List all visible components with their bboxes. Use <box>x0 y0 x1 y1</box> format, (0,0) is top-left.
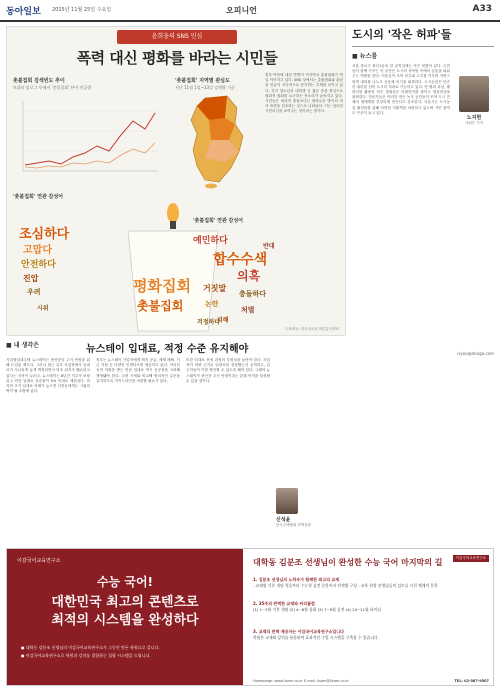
sentiment-cloud-right <box>193 217 263 224</box>
chart-title: 촛불집회 검색빈도 추이 <box>13 78 65 84</box>
ad-section-2 <box>253 601 489 613</box>
column-label: ■ 내 생각은 <box>6 342 40 349</box>
opinion-title[interactable]: 도시의 '작은 허파'들 <box>352 26 494 47</box>
ad-section-3 <box>253 629 489 641</box>
sentiment-cloud-left <box>13 193 113 200</box>
ad-footer <box>253 679 489 683</box>
cloud-word: 처벌 <box>241 306 255 314</box>
cloud-word: 반대 <box>263 243 275 250</box>
opinion-body: 서울 종로구 창신1동의 한 골목길에는 작은 텃밭이 있다. 주민들이 함께 가꾸는 이 공간은 도시의 삭막함 속에서 숨통을 틔워주는 역할을 한다. 이웃들이 모여 상추와 고추를 키우며 자연스럽게 대화를 나누고 공동체 의식을 회복한다. 도시농업은 단순한 취미를 넘어 도시의 허파로 기능하고 있다. 빈 땅과 옥상, 베란다를 활용한 작은 정원들은 미세먼지를 줄이고 열섬현상을 완화한다. 전문가들은 이러한 작은 녹지 공간들이 모여 도시 전체의 생태계를 건강하게 만든다고 강조한다. 서울시는 도시농업 활성화를 위해 다양한 지원책을 마련하고 있으며 시민 참여도 꾸준히 늘고 있다. <box>352 64 450 115</box>
ad-badge: 이감국어교육연구소 <box>453 555 489 562</box>
advertisement[interactable] <box>6 548 494 686</box>
chart-subtitle: 트위터·블로그 등에서 '촛불집회' 단어 언급량 <box>13 85 92 90</box>
sns-feature <box>6 26 346 336</box>
author-box <box>454 76 494 134</box>
candle-flame <box>167 203 179 223</box>
feature-kicker: 윤희웅의 SNS 민심 <box>117 30 237 44</box>
author-photo <box>459 76 489 112</box>
column-body-3: 또한 임대료 산정 과정의 투명성을 높여야 한다. 사업자가 어떤 근거로 임대료를 결정했는지 공개하고, 입주자들이 이를 확인할 수 있도록 해야 한다. 그래야 뉴스테이가 중산층 주거 안정이라는 본래 목적을 달성할 수 있을 것이다. <box>186 358 270 383</box>
regional-interest-map <box>175 77 265 197</box>
ad-phone[interactable]: TEL: 02-567-9507 <box>454 679 489 683</box>
ad-bullet: ● 이감국어교육연구소로 학원과 강의를 결합하는 집합 시스템을 드립니다. <box>21 653 151 658</box>
ad-section-1 <box>253 577 489 589</box>
cloud-word: 피해 <box>217 317 229 324</box>
line-chart <box>13 91 163 181</box>
ad-tagline: 대학동 김분조 선생님이 완성한 수능 국어 마지막의 길 <box>253 557 443 567</box>
cloud-word: 충돌하다 <box>239 290 267 298</box>
writer-photo <box>276 488 298 514</box>
ad-detail-panel <box>247 549 493 685</box>
korea-map <box>175 90 265 190</box>
cloud-word: 합수수색 <box>213 252 268 268</box>
ad-section-body: 학원은 교재와 강의를 통합하여 효과적인 수업 시스템을 구축할 수 있습니다. <box>253 635 379 640</box>
ad-headline-1: 수능 국어! <box>96 575 154 589</box>
column-body-1: 기업형임대주택 뉴스테이는 중산층의 주거 안정을 위해 도입된 제도다. 그러나 최근 일부 사업장에서 임대료가 지나치게 높게 책정되면서 당초 취지가 훼손되고 있다는 지적이 나온다. 뉴스테이는 8년간 거주가 보장되고 연간 임대료 상승률이 5% 이내로 제한된다. 하지만 초기 임대료 자체가 높으면 서민들에게는 그림의 떡이 될 수밖에 없다. <box>6 358 90 394</box>
newspaper-logo[interactable]: 동아일보 <box>6 7 41 17</box>
cloud-title: '촛불집회' 연관 감성어 <box>13 194 64 200</box>
opinion-byline: ■ 뉴스룸 <box>352 53 378 60</box>
map-island <box>205 184 217 189</box>
ad-section-title: 1. 김분조 선생님의 노하우가 함께한 최고의 교재 <box>253 577 340 582</box>
column-writer <box>276 488 346 528</box>
cloud-word: 진압 <box>23 274 39 283</box>
cloud-title: '촛불집회' 연관 감성어 <box>193 218 244 224</box>
cloud-word: 예민하다 <box>193 236 228 246</box>
ad-section-title: 3. 교재의 완벽 제공자는 이감국어교육연구소입니다 <box>253 629 345 634</box>
cloud-word: 고맙다 <box>23 245 52 256</box>
search-frequency-chart <box>13 77 163 187</box>
trend-line-secondary <box>25 143 155 168</box>
author-title: 사회부 기자 <box>464 121 484 125</box>
cloud-word: 조심하다 <box>19 227 70 242</box>
column-body-2: 정부는 뉴스테이 사업자에게 택지 공급, 세제 혜택, 기금 지원 등 다양한 인센티브를 제공하고 있다. 이러한 공적 지원을 받는 만큼 임대료 역시 공공성을 고려해 책정돼야 한다. 주변 시세와 비교해 합리적인 수준을 유지하도록 가이드라인을 마련할 필요가 있다. <box>96 358 180 383</box>
candle-wick <box>170 221 176 229</box>
issue-date: 2015년 11월 25일 수요일 <box>52 7 112 13</box>
map-title: '촛불집회' 지역별 관심도 <box>175 78 230 84</box>
ad-section-body: - 교재별 기본 개념 학습부터 수능형 실전 문항까지 단계별 구성 - 교육 현장 선생님들의 검토를 거친 체계적 문항 <box>253 583 438 588</box>
column-headline[interactable]: 뉴스테이 입대료, 적정 수준 유지해야 <box>86 344 249 355</box>
ad-brand: 이감국어교육연구소 <box>17 558 61 564</box>
cloud-word: 의혹 <box>237 269 261 283</box>
page-number: A33 <box>472 4 492 14</box>
cloud-word: 시위 <box>37 305 49 312</box>
cloud-word: 논란 <box>205 300 219 308</box>
ad-homepage[interactable]: Homepage: www.ilsam.co.kr E-mail: ilsam@ilsam.co.kr <box>253 679 349 683</box>
reader-column <box>6 340 346 545</box>
feature-headline[interactable]: 폭력 대신 평화를 바라는 시민들 <box>76 49 278 67</box>
ad-bullet: ● 대학동 강분조 선생님의 이감국어교육연구소가 그동안 만든 학원으로 갑니다. <box>21 645 160 650</box>
cloud-word: 안전하다 <box>21 260 56 270</box>
ad-headline-2: 대한민국 최고의 콘텐츠로 <box>51 595 199 610</box>
masthead <box>0 0 500 22</box>
author-name: 노지현 <box>466 115 482 121</box>
section-title: 오피니언 <box>226 6 257 15</box>
cloud-word: 걱정하다 <box>197 319 221 326</box>
cloud-word-main: 촛불집회 <box>137 299 184 313</box>
graphic-credit: 도표제공: 한국리서치 여론분석센터 <box>284 327 339 331</box>
writer-name: 신석윤 <box>276 517 291 523</box>
writer-title: 한국주택협회 정책실장 <box>276 523 311 527</box>
ad-section-body: (1) 1~3월 기본 개념 (2) 4~6월 심화 (3) 7~9월 실전 (4) 10~11월 파이널 <box>253 607 381 612</box>
cloud-word: 우려 <box>27 288 41 296</box>
cloud-word-main: 평화집회 <box>133 277 191 295</box>
ad-main-panel <box>7 549 243 685</box>
ad-headline-3: 최적의 시스템을 완성하다 <box>51 613 199 628</box>
feature-body: 정부·여당에 대한 반발이 커지면서 촛불집회가 연일 이어지고 있다. SNS 상에서는 촛불집회와 관련된 언급이 지속적으로 증가하는 추세를 보이고 있다. 특히 청소년과 대학생 등 젊은 층을 중심으로 평화적 집회를 요구하는 목소리가 높아지고 있다. 시민들은 폭력적 충돌보다는 평화로운 방식의 의사 표현을 선호하는 것으로 나타났다. 이는 성숙한 시민의식을 보여주는 것이라는 평가다. <box>265 73 343 114</box>
opinion-column <box>352 26 494 356</box>
ad-section-title: 2. 35주의 완벽한 교재와 커리큘럼 <box>253 601 315 606</box>
map-subtitle: 지난 11월 1일~23일 검색량 기준 <box>175 85 235 90</box>
cloud-word: 거짓말 <box>203 284 227 293</box>
author-email[interactable]: isyoo@donga.com <box>457 351 494 356</box>
trend-line <box>25 113 155 165</box>
